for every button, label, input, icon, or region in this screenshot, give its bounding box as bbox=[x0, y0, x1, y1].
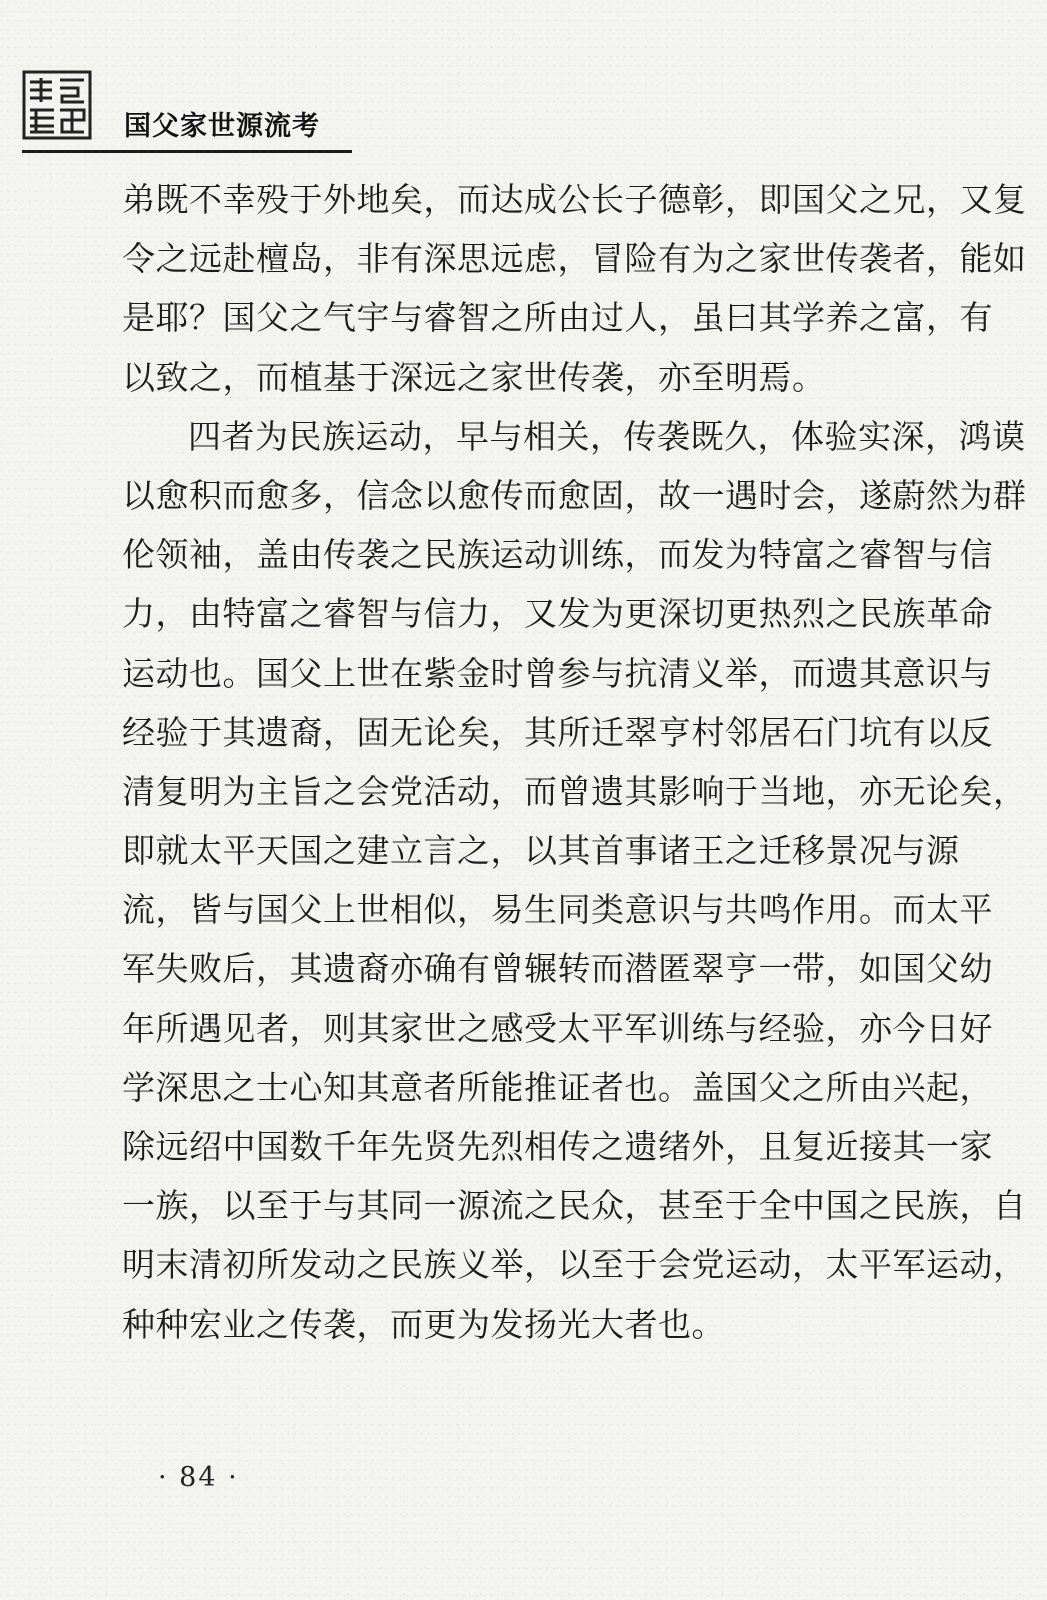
page-number: · 84 · bbox=[158, 1462, 239, 1493]
seal-stamp-icon bbox=[22, 70, 92, 140]
text-line: 以致之，而植基于深远之家世传袭，亦至明焉。 bbox=[122, 357, 826, 397]
text-line: 年所遇见者，则其家世之感受太平军训练与经验，亦今日好 bbox=[122, 1008, 993, 1048]
text-line: 以愈积而愈多，信念以愈传而愈固，故一遇时会，遂蔚然为群 bbox=[122, 475, 1027, 515]
text-line: 学深思之士心知其意者所能推证者也。盖国父之所由兴起， bbox=[122, 1067, 993, 1107]
text-line: 流，皆与国父上世相似，易生同类意识与共鸣作用。而太平 bbox=[122, 890, 993, 930]
text-line: 一族，以至于与其同一源流之民众，甚至于全中国之民族，自 bbox=[122, 1186, 1027, 1226]
body-text bbox=[122, 170, 1027, 1354]
header-divider bbox=[22, 150, 352, 153]
text-line: 是耶？国父之气宇与睿智之所由过人，虽曰其学养之富，有 bbox=[122, 298, 993, 338]
text-line: 清复明为主旨之会党活动，而曾遗其影响于当地，亦无论矣， bbox=[122, 771, 1027, 811]
text-line: 经验于其遗裔，固无论矣，其所迁翠亨村邻居石门坑有以反 bbox=[122, 712, 993, 752]
text-line: 弟既不幸殁于外地矣，而达成公长子德彰，即国父之兄，又复 bbox=[122, 180, 1027, 219]
text-line: 即就太平天国之建立言之，以其首事诸王之迁移景况与源 bbox=[122, 831, 960, 871]
text-line: 运动也。国父上世在紫金时曾参与抗清义举，而遗其意识与 bbox=[122, 653, 993, 693]
text-line: 种种宏业之传袭，而更为发扬光大者也。 bbox=[122, 1304, 725, 1344]
text-line: 力，由特富之睿智与信力，又发为更深切更热烈之民族革命 bbox=[122, 594, 993, 634]
text-line: 军失败后，其遗裔亦确有曾辗转而潜匿翠亨一带，如国父幼 bbox=[122, 949, 993, 989]
running-header-title: 国父家世源流考 bbox=[124, 111, 320, 142]
text-line: 令之远赴檀岛，非有深思远虑，冒险有为之家世传袭者，能如 bbox=[122, 239, 1027, 279]
paragraph-start-line: 四者为民族运动，早与相关，传袭既久，体验实深，鸿谟 bbox=[188, 416, 1026, 456]
text-line: 明末清初所发动之民族义举，以至于会党运动，太平军运动， bbox=[122, 1245, 1027, 1285]
text-line: 伦领袖，盖由传袭之民族运动训练，而发为特富之睿智与信 bbox=[122, 535, 993, 575]
text-line: 除远绍中国数千年先贤先烈相传之遗绪外，且复近接其一家 bbox=[122, 1127, 993, 1166]
